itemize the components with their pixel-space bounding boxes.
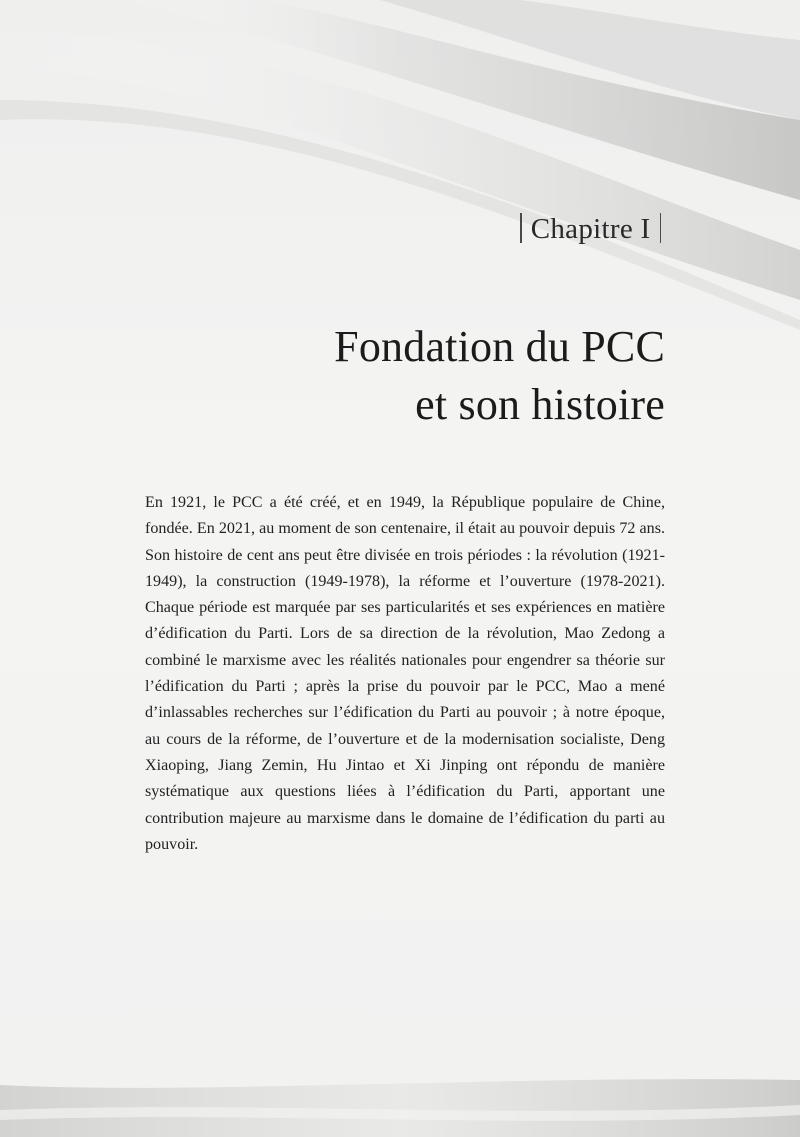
introduction-paragraph: En 1921, le PCC a été créé, et en 1949, la République populaire de Chine, fondée. En 2021, au moment de son centenaire, il était au pouvoir depuis 72 ans. Son histoire de cent ans peut être divisée en trois périodes : la révolution (1921-1949), la construction (1949-1978), la réforme et l’ouverture (1978-2021). Chaque période est marquée par ses particularités et ses expériences en matière d’édification du Parti. Lors de sa direction de la révolution, Mao Zedong a combiné le marxisme avec les réalités nationales pour engendrer sa théorie sur l’édification du Parti ; après la prise du pouvoir par le PCC, Mao a mené d’inlassables recherches sur l’édification du Parti au pouvoir ; à notre époque, au cours de la réforme, de l’ouverture et de la modernisation socialiste, Deng Xiaoping, Jiang Zemin, Hu Jintao et Xi Jinping ont répondu de manière systématique aux questions liées à l’édification du Parti, apportant une contribution majeure au marxisme dans le domaine de l’édification du parti au pouvoir. [145, 494, 665, 853]
chapter-title-line-1: Fondation du PCC [334, 322, 665, 371]
chapter-label-text: Chapitre I [530, 213, 651, 245]
chapter-title-line-2: et son histoire [415, 380, 665, 429]
chapter-heading [420, 213, 670, 246]
chapter-divider-right [660, 213, 662, 243]
chapter-divider-left [520, 213, 522, 243]
chapter-title [180, 318, 665, 434]
